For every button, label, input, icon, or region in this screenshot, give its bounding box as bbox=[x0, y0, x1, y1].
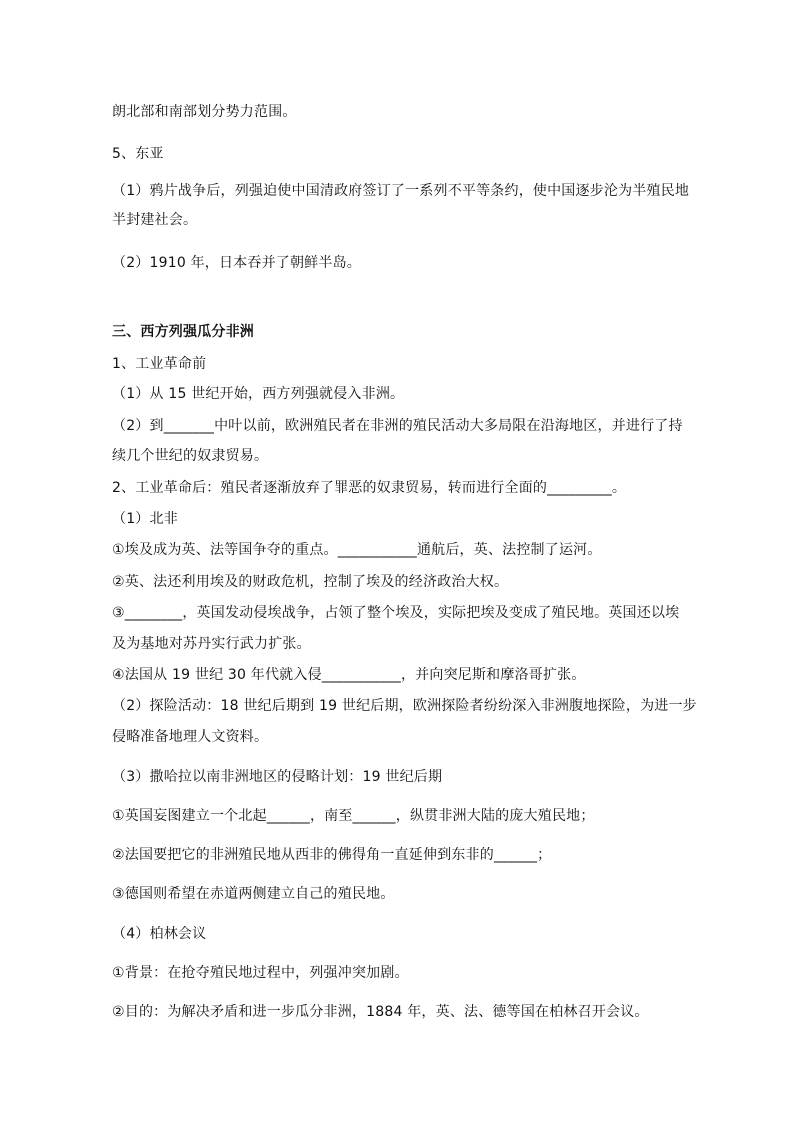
text-line: ②英、法还利用埃及的财政危机，控制了埃及的经济政治大权。 bbox=[112, 574, 509, 590]
text-line: 半封建社会。 bbox=[112, 212, 198, 228]
subsection-heading: 2、工业革命后：殖民者逐渐放弃了罪恶的奴隶贸易，转而进行全面的_________。 bbox=[112, 480, 627, 496]
text-line: 侵略准备地理人文资料。 bbox=[112, 729, 269, 745]
text-line: ①埃及成为英、法等国争夺的重点。___________通航后，英、法控制了运河。 bbox=[112, 542, 602, 558]
text-line: （2）探险活动：18 世纪后期到 19 世纪后期，欧洲探险者纷纷深入非洲腹地探险，为进一步 bbox=[112, 698, 697, 714]
section-heading: 三、西方列强瓜分非洲 bbox=[112, 324, 254, 340]
text-line: ②目的：为解决矛盾和进一步瓜分非洲，1884 年，英、法、德等国在柏林召开会议。 bbox=[112, 1004, 649, 1020]
text-line: ③德国则希望在赤道两侧建立自己的殖民地。 bbox=[112, 886, 395, 902]
text-line: （4）柏林会议 bbox=[112, 926, 207, 942]
text-line: ④法国从 19 世纪 30 年代就入侵___________，并向突尼斯和摩洛哥扩张。 bbox=[112, 667, 586, 683]
text-line: （2）到_______中叶以前，欧洲殖民者在非洲的殖民活动大多局限在沿海地区，并进行了持 bbox=[112, 418, 683, 434]
text-line: 续几个世纪的奴隶贸易。 bbox=[112, 448, 269, 464]
text-line: 及为基地对苏丹实行武力扩张。 bbox=[112, 636, 311, 652]
text-line: （3）撒哈拉以南非洲地区的侵略计划：19 世纪后期 bbox=[112, 769, 443, 785]
text-line: （1）北非 bbox=[112, 511, 178, 527]
text-line: 朗北部和南部划分势力范围。 bbox=[112, 104, 297, 120]
text-line: ③________，英国发动侵埃战争，占领了整个埃及，实际把埃及变成了殖民地。英国还以埃 bbox=[112, 605, 680, 621]
text-line: ①背景：在抢夺殖民地过程中，列强冲突加剧。 bbox=[112, 965, 409, 981]
text-line: ①英国妄图建立一个北起______，南至______，纵贯非洲大陆的庞大殖民地； bbox=[112, 808, 595, 824]
text-line: ②法国要把它的非洲殖民地从西非的佛得角一直延伸到东非的______； bbox=[112, 847, 552, 863]
text-line: （2）1910 年，日本吞并了朝鲜半岛。 bbox=[112, 255, 361, 271]
text-line: （1）从 15 世纪开始，西方列强就侵入非洲。 bbox=[112, 386, 405, 402]
text-line: （1）鸦片战争后，列强迫使中国清政府签订了一系列不平等条约，使中国逐步沦为半殖民地 bbox=[112, 183, 690, 199]
subsection-heading: 5、东亚 bbox=[112, 146, 164, 162]
subsection-heading: 1、工业革命前 bbox=[112, 356, 207, 372]
